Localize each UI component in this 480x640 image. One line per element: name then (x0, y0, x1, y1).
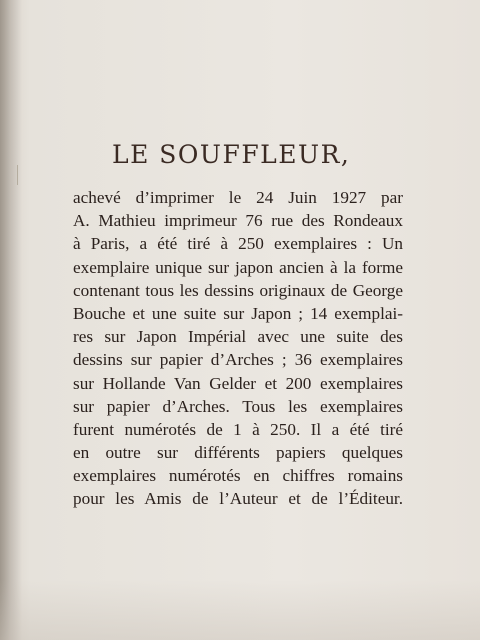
colophon-line: achevé d’imprimer le 24 Juin 1927 par (73, 188, 403, 207)
colophon-line: Bouche et une suite sur Japon ; 14 exemplai- (73, 303, 403, 323)
colophon-line: sur papier d’Arches. Tous les exemplaires (73, 396, 403, 416)
colophon-line: exemplaire unique sur japon ancien à la forme (73, 257, 403, 277)
colophon-line: A. Mathieu imprimeur 76 rue des Rondeaux (73, 211, 403, 231)
colophon-body (73, 186, 403, 511)
colophon-line: furent numérotés de 1 à 250. Il a été tiré (73, 419, 403, 439)
colophon-line: dessins sur papier d’Arches ; 36 exemplaires (73, 350, 403, 370)
page-bottom-shadow (0, 580, 480, 640)
colophon-line: en outre sur différents papiers quelques (73, 443, 403, 463)
colophon-title: LE SOUFFLEUR, (112, 140, 351, 169)
colophon-line: exemplaires numérotés en chiffres romains (73, 466, 403, 486)
colophon-line: pour les Amis de l’Auteur et de l’Éditeur. (73, 489, 403, 509)
page-gutter-mark (17, 165, 18, 185)
colophon-line: à Paris, a été tiré à 250 exemplaires : Un (73, 234, 403, 254)
colophon-line: res sur Japon Impérial avec une suite des (73, 327, 403, 347)
colophon-line: sur Hollande Van Gelder et 200 exemplaires (73, 373, 403, 393)
page-gutter-shadow (0, 0, 22, 640)
colophon-line: contenant tous les dessins originaux de George (73, 280, 403, 300)
